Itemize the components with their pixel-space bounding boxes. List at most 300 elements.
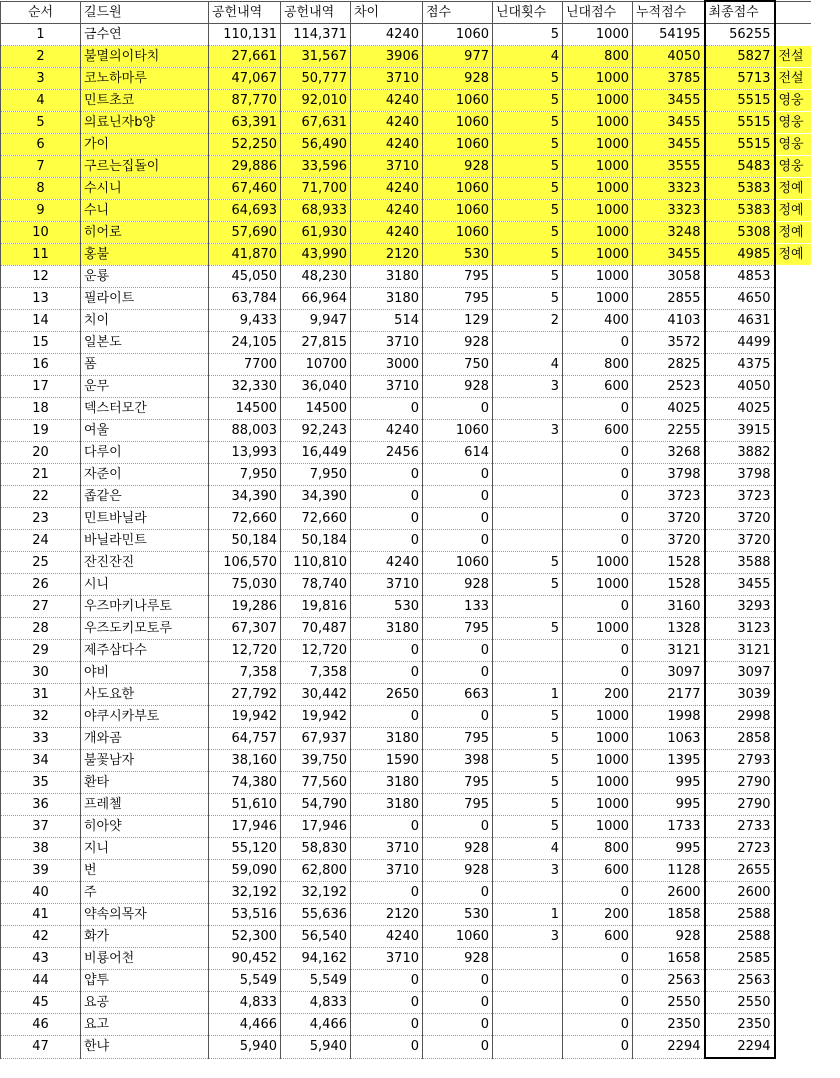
cell-contribution-after[interactable]: 70,487 xyxy=(281,618,351,640)
cell-ninja-score[interactable]: 400 xyxy=(563,310,633,332)
cell-contribution-after[interactable]: 78,740 xyxy=(281,574,351,596)
cell-score[interactable]: 1060 xyxy=(423,112,493,134)
cell-score[interactable]: 0 xyxy=(423,662,493,684)
cell-final[interactable]: 5515 xyxy=(705,90,775,112)
cell-ninja-count[interactable] xyxy=(493,1014,563,1036)
cell-difference[interactable]: 3710 xyxy=(351,68,423,90)
cell-cumulative[interactable]: 4025 xyxy=(633,398,705,420)
cell-final[interactable]: 2588 xyxy=(705,926,775,948)
cell-order[interactable]: 7 xyxy=(1,156,81,178)
cell-member[interactable]: 불멸의이타치 xyxy=(81,46,209,68)
cell-difference[interactable]: 4240 xyxy=(351,112,423,134)
cell-rank[interactable] xyxy=(775,904,811,926)
cell-score[interactable]: 928 xyxy=(423,332,493,354)
cell-rank[interactable] xyxy=(775,992,811,1014)
cell-ninja-count[interactable]: 3 xyxy=(493,860,563,882)
cell-difference[interactable]: 0 xyxy=(351,486,423,508)
cell-score[interactable]: 0 xyxy=(423,398,493,420)
cell-score[interactable]: 795 xyxy=(423,618,493,640)
cell-ninja-count[interactable] xyxy=(493,442,563,464)
cell-order[interactable]: 13 xyxy=(1,288,81,310)
cell-order[interactable]: 19 xyxy=(1,420,81,442)
cell-final[interactable]: 2350 xyxy=(705,1014,775,1036)
cell-score[interactable]: 0 xyxy=(423,706,493,728)
cell-difference[interactable]: 0 xyxy=(351,640,423,662)
cell-final[interactable]: 2858 xyxy=(705,728,775,750)
cell-contribution-after[interactable]: 56,490 xyxy=(281,134,351,156)
cell-cumulative[interactable]: 2600 xyxy=(633,882,705,904)
cell-difference[interactable]: 0 xyxy=(351,508,423,530)
cell-score[interactable]: 398 xyxy=(423,750,493,772)
cell-ninja-count[interactable] xyxy=(493,992,563,1014)
cell-rank[interactable] xyxy=(775,772,811,794)
cell-contribution-after[interactable]: 58,830 xyxy=(281,838,351,860)
cell-final[interactable]: 4853 xyxy=(705,266,775,288)
cell-ninja-score[interactable]: 1000 xyxy=(563,68,633,90)
cell-ninja-count[interactable]: 4 xyxy=(493,46,563,68)
cell-ninja-score[interactable]: 0 xyxy=(563,1036,633,1059)
cell-cumulative[interactable]: 3323 xyxy=(633,200,705,222)
cell-ninja-count[interactable] xyxy=(493,596,563,618)
cell-final[interactable]: 2588 xyxy=(705,904,775,926)
cell-ninja-count[interactable]: 5 xyxy=(493,728,563,750)
cell-member[interactable]: 환타 xyxy=(81,772,209,794)
cell-final[interactable]: 3798 xyxy=(705,464,775,486)
cell-cumulative[interactable]: 2255 xyxy=(633,420,705,442)
cell-ninja-count[interactable]: 5 xyxy=(493,266,563,288)
cell-contribution-before[interactable]: 5,549 xyxy=(209,970,281,992)
cell-score[interactable]: 0 xyxy=(423,992,493,1014)
cell-final[interactable]: 5483 xyxy=(705,156,775,178)
cell-order[interactable]: 42 xyxy=(1,926,81,948)
cell-difference[interactable]: 0 xyxy=(351,992,423,1014)
cell-contribution-before[interactable]: 55,120 xyxy=(209,838,281,860)
cell-member[interactable]: 비룡어천 xyxy=(81,948,209,970)
cell-ninja-count[interactable]: 3 xyxy=(493,420,563,442)
cell-contribution-before[interactable]: 29,886 xyxy=(209,156,281,178)
cell-final[interactable]: 2733 xyxy=(705,816,775,838)
cell-order[interactable]: 31 xyxy=(1,684,81,706)
cell-rank[interactable]: 영웅 xyxy=(775,112,811,134)
cell-contribution-before[interactable]: 50,184 xyxy=(209,530,281,552)
cell-order[interactable]: 20 xyxy=(1,442,81,464)
cell-ninja-count[interactable] xyxy=(493,1036,563,1059)
cell-order[interactable]: 18 xyxy=(1,398,81,420)
cell-final[interactable]: 4050 xyxy=(705,376,775,398)
cell-difference[interactable]: 3180 xyxy=(351,288,423,310)
cell-contribution-after[interactable]: 43,990 xyxy=(281,244,351,266)
cell-order[interactable]: 30 xyxy=(1,662,81,684)
cell-difference[interactable]: 4240 xyxy=(351,24,423,46)
cell-ninja-score[interactable]: 200 xyxy=(563,684,633,706)
cell-final[interactable]: 56255 xyxy=(705,24,775,46)
cell-ninja-score[interactable]: 1000 xyxy=(563,288,633,310)
cell-final[interactable]: 4025 xyxy=(705,398,775,420)
cell-order[interactable]: 37 xyxy=(1,816,81,838)
cell-score[interactable]: 530 xyxy=(423,904,493,926)
cell-ninja-score[interactable]: 0 xyxy=(563,596,633,618)
cell-final[interactable]: 2563 xyxy=(705,970,775,992)
cell-rank[interactable] xyxy=(775,398,811,420)
cell-final[interactable]: 4375 xyxy=(705,354,775,376)
cell-ninja-count[interactable]: 5 xyxy=(493,750,563,772)
cell-final[interactable]: 3293 xyxy=(705,596,775,618)
cell-score[interactable]: 795 xyxy=(423,794,493,816)
cell-ninja-count[interactable]: 4 xyxy=(493,354,563,376)
cell-ninja-score[interactable]: 600 xyxy=(563,926,633,948)
cell-final[interactable]: 3123 xyxy=(705,618,775,640)
cell-contribution-after[interactable]: 110,810 xyxy=(281,552,351,574)
cell-ninja-count[interactable] xyxy=(493,398,563,420)
cell-ninja-count[interactable] xyxy=(493,464,563,486)
cell-ninja-score[interactable]: 1000 xyxy=(563,222,633,244)
cell-rank[interactable] xyxy=(775,618,811,640)
header-cell-contribution-before[interactable]: 공헌내역 xyxy=(209,1,281,24)
cell-contribution-before[interactable]: 32,330 xyxy=(209,376,281,398)
header-cell-cumulative[interactable]: 누적점수 xyxy=(633,1,705,24)
cell-rank[interactable]: 영웅 xyxy=(775,156,811,178)
cell-final[interactable]: 2655 xyxy=(705,860,775,882)
cell-cumulative[interactable]: 54195 xyxy=(633,24,705,46)
cell-ninja-count[interactable]: 3 xyxy=(493,376,563,398)
cell-rank[interactable] xyxy=(775,706,811,728)
cell-contribution-after[interactable]: 94,162 xyxy=(281,948,351,970)
cell-rank[interactable] xyxy=(775,310,811,332)
cell-contribution-after[interactable]: 10700 xyxy=(281,354,351,376)
cell-member[interactable]: 덱스터모간 xyxy=(81,398,209,420)
cell-difference[interactable]: 3000 xyxy=(351,354,423,376)
cell-member[interactable]: 바닐라민트 xyxy=(81,530,209,552)
cell-difference[interactable]: 0 xyxy=(351,1036,423,1059)
cell-member[interactable]: 화가 xyxy=(81,926,209,948)
cell-contribution-before[interactable]: 13,993 xyxy=(209,442,281,464)
cell-cumulative[interactable]: 3248 xyxy=(633,222,705,244)
cell-member[interactable]: 히어로 xyxy=(81,222,209,244)
cell-ninja-score[interactable]: 800 xyxy=(563,354,633,376)
cell-score[interactable]: 1060 xyxy=(423,178,493,200)
cell-contribution-before[interactable]: 63,391 xyxy=(209,112,281,134)
cell-cumulative[interactable]: 3720 xyxy=(633,530,705,552)
cell-contribution-after[interactable]: 92,010 xyxy=(281,90,351,112)
cell-contribution-after[interactable]: 7,358 xyxy=(281,662,351,684)
cell-member[interactable]: 잔진잔진 xyxy=(81,552,209,574)
cell-contribution-after[interactable]: 50,777 xyxy=(281,68,351,90)
cell-rank[interactable]: 정예 xyxy=(775,200,811,222)
cell-contribution-after[interactable]: 16,449 xyxy=(281,442,351,464)
cell-ninja-count[interactable]: 5 xyxy=(493,574,563,596)
cell-ninja-count[interactable]: 5 xyxy=(493,288,563,310)
cell-contribution-after[interactable]: 66,964 xyxy=(281,288,351,310)
cell-ninja-score[interactable]: 0 xyxy=(563,662,633,684)
cell-ninja-score[interactable]: 0 xyxy=(563,332,633,354)
cell-ninja-count[interactable]: 5 xyxy=(493,552,563,574)
header-cell-ninja-score[interactable]: 닌대점수 xyxy=(563,1,633,24)
cell-difference[interactable]: 3710 xyxy=(351,860,423,882)
cell-member[interactable]: 수시니 xyxy=(81,178,209,200)
cell-cumulative[interactable]: 1528 xyxy=(633,552,705,574)
cell-final[interactable]: 2790 xyxy=(705,772,775,794)
cell-order[interactable]: 39 xyxy=(1,860,81,882)
cell-rank[interactable] xyxy=(775,486,811,508)
cell-member[interactable]: 개와곰 xyxy=(81,728,209,750)
cell-cumulative[interactable]: 3720 xyxy=(633,508,705,530)
cell-score[interactable]: 530 xyxy=(423,244,493,266)
cell-ninja-score[interactable]: 1000 xyxy=(563,772,633,794)
cell-ninja-count[interactable]: 5 xyxy=(493,794,563,816)
cell-order[interactable]: 11 xyxy=(1,244,81,266)
cell-cumulative[interactable]: 3572 xyxy=(633,332,705,354)
cell-difference[interactable]: 3710 xyxy=(351,838,423,860)
cell-cumulative[interactable]: 1128 xyxy=(633,860,705,882)
cell-score[interactable]: 0 xyxy=(423,486,493,508)
cell-ninja-count[interactable] xyxy=(493,662,563,684)
cell-order[interactable]: 46 xyxy=(1,1014,81,1036)
cell-member[interactable]: 얍투 xyxy=(81,970,209,992)
cell-final[interactable]: 3097 xyxy=(705,662,775,684)
cell-contribution-after[interactable]: 67,937 xyxy=(281,728,351,750)
cell-rank[interactable] xyxy=(775,266,811,288)
cell-score[interactable]: 0 xyxy=(423,970,493,992)
cell-ninja-score[interactable]: 1000 xyxy=(563,552,633,574)
cell-ninja-score[interactable]: 1000 xyxy=(563,244,633,266)
cell-ninja-score[interactable]: 1000 xyxy=(563,178,633,200)
cell-score[interactable]: 129 xyxy=(423,310,493,332)
cell-ninja-score[interactable]: 1000 xyxy=(563,24,633,46)
cell-difference[interactable]: 0 xyxy=(351,530,423,552)
cell-contribution-before[interactable]: 45,050 xyxy=(209,266,281,288)
cell-score[interactable]: 0 xyxy=(423,816,493,838)
cell-contribution-before[interactable]: 88,003 xyxy=(209,420,281,442)
cell-member[interactable]: 자준이 xyxy=(81,464,209,486)
cell-rank[interactable] xyxy=(775,860,811,882)
cell-member[interactable]: 번 xyxy=(81,860,209,882)
cell-difference[interactable]: 4240 xyxy=(351,552,423,574)
cell-order[interactable]: 24 xyxy=(1,530,81,552)
header-cell-order[interactable]: 순서 xyxy=(1,1,81,24)
cell-difference[interactable]: 514 xyxy=(351,310,423,332)
cell-rank[interactable] xyxy=(775,332,811,354)
cell-contribution-before[interactable]: 64,757 xyxy=(209,728,281,750)
cell-final[interactable]: 2550 xyxy=(705,992,775,1014)
header-cell-ninja-count[interactable]: 닌대횟수 xyxy=(493,1,563,24)
cell-cumulative[interactable]: 995 xyxy=(633,772,705,794)
cell-member[interactable]: 필라이트 xyxy=(81,288,209,310)
cell-contribution-after[interactable]: 31,567 xyxy=(281,46,351,68)
cell-contribution-before[interactable]: 47,067 xyxy=(209,68,281,90)
cell-ninja-score[interactable]: 1000 xyxy=(563,618,633,640)
cell-difference[interactable]: 0 xyxy=(351,398,423,420)
cell-cumulative[interactable]: 995 xyxy=(633,794,705,816)
cell-rank[interactable]: 영웅 xyxy=(775,134,811,156)
cell-final[interactable]: 2723 xyxy=(705,838,775,860)
cell-contribution-after[interactable]: 27,815 xyxy=(281,332,351,354)
cell-ninja-score[interactable]: 800 xyxy=(563,46,633,68)
cell-contribution-after[interactable]: 48,230 xyxy=(281,266,351,288)
cell-ninja-count[interactable] xyxy=(493,486,563,508)
cell-cumulative[interactable]: 3268 xyxy=(633,442,705,464)
cell-order[interactable]: 36 xyxy=(1,794,81,816)
cell-final[interactable]: 5713 xyxy=(705,68,775,90)
cell-difference[interactable]: 530 xyxy=(351,596,423,618)
cell-rank[interactable] xyxy=(775,574,811,596)
cell-ninja-score[interactable]: 0 xyxy=(563,992,633,1014)
cell-final[interactable]: 3915 xyxy=(705,420,775,442)
cell-ninja-score[interactable]: 0 xyxy=(563,398,633,420)
cell-rank[interactable] xyxy=(775,794,811,816)
cell-difference[interactable]: 4240 xyxy=(351,420,423,442)
cell-score[interactable]: 1060 xyxy=(423,24,493,46)
cell-final[interactable]: 4499 xyxy=(705,332,775,354)
cell-difference[interactable]: 3906 xyxy=(351,46,423,68)
cell-ninja-count[interactable]: 5 xyxy=(493,178,563,200)
cell-contribution-before[interactable]: 75,030 xyxy=(209,574,281,596)
cell-order[interactable]: 43 xyxy=(1,948,81,970)
cell-final[interactable]: 3720 xyxy=(705,530,775,552)
cell-contribution-before[interactable]: 27,661 xyxy=(209,46,281,68)
cell-cumulative[interactable]: 2563 xyxy=(633,970,705,992)
cell-cumulative[interactable]: 3455 xyxy=(633,112,705,134)
cell-order[interactable]: 14 xyxy=(1,310,81,332)
cell-difference[interactable]: 0 xyxy=(351,970,423,992)
cell-rank[interactable] xyxy=(775,596,811,618)
cell-contribution-after[interactable]: 36,040 xyxy=(281,376,351,398)
cell-contribution-before[interactable]: 12,720 xyxy=(209,640,281,662)
cell-score[interactable]: 0 xyxy=(423,464,493,486)
cell-order[interactable]: 35 xyxy=(1,772,81,794)
cell-member[interactable]: 다루이 xyxy=(81,442,209,464)
cell-difference[interactable]: 3180 xyxy=(351,728,423,750)
cell-order[interactable]: 41 xyxy=(1,904,81,926)
cell-difference[interactable]: 2120 xyxy=(351,244,423,266)
cell-rank[interactable] xyxy=(775,552,811,574)
cell-ninja-score[interactable]: 800 xyxy=(563,838,633,860)
cell-contribution-after[interactable]: 114,371 xyxy=(281,24,351,46)
cell-ninja-score[interactable]: 600 xyxy=(563,860,633,882)
cell-ninja-score[interactable]: 0 xyxy=(563,948,633,970)
cell-contribution-before[interactable]: 41,870 xyxy=(209,244,281,266)
cell-contribution-before[interactable]: 67,307 xyxy=(209,618,281,640)
cell-final[interactable]: 3121 xyxy=(705,640,775,662)
cell-order[interactable]: 32 xyxy=(1,706,81,728)
cell-score[interactable]: 0 xyxy=(423,882,493,904)
cell-cumulative[interactable]: 3323 xyxy=(633,178,705,200)
cell-member[interactable]: 우즈도키모토루 xyxy=(81,618,209,640)
cell-rank[interactable] xyxy=(775,288,811,310)
cell-contribution-before[interactable]: 51,610 xyxy=(209,794,281,816)
cell-ninja-score[interactable]: 1000 xyxy=(563,156,633,178)
cell-contribution-before[interactable]: 63,784 xyxy=(209,288,281,310)
cell-difference[interactable]: 3710 xyxy=(351,156,423,178)
cell-order[interactable]: 1 xyxy=(1,24,81,46)
cell-score[interactable]: 928 xyxy=(423,156,493,178)
cell-score[interactable]: 0 xyxy=(423,1036,493,1059)
cell-rank[interactable] xyxy=(775,376,811,398)
cell-member[interactable]: 일본도 xyxy=(81,332,209,354)
cell-contribution-before[interactable]: 74,380 xyxy=(209,772,281,794)
cell-order[interactable]: 10 xyxy=(1,222,81,244)
cell-contribution-before[interactable]: 52,250 xyxy=(209,134,281,156)
cell-order[interactable]: 22 xyxy=(1,486,81,508)
cell-final[interactable]: 4650 xyxy=(705,288,775,310)
cell-cumulative[interactable]: 995 xyxy=(633,838,705,860)
cell-contribution-before[interactable]: 19,942 xyxy=(209,706,281,728)
cell-score[interactable]: 1060 xyxy=(423,552,493,574)
cell-score[interactable]: 1060 xyxy=(423,926,493,948)
cell-member[interactable]: 한냐 xyxy=(81,1036,209,1059)
cell-ninja-count[interactable]: 5 xyxy=(493,68,563,90)
cell-final[interactable]: 2294 xyxy=(705,1036,775,1059)
cell-contribution-after[interactable]: 33,596 xyxy=(281,156,351,178)
cell-difference[interactable]: 2650 xyxy=(351,684,423,706)
cell-contribution-after[interactable]: 67,631 xyxy=(281,112,351,134)
cell-contribution-before[interactable]: 7,358 xyxy=(209,662,281,684)
cell-ninja-score[interactable]: 0 xyxy=(563,486,633,508)
cell-difference[interactable]: 3710 xyxy=(351,948,423,970)
cell-order[interactable]: 25 xyxy=(1,552,81,574)
cell-score[interactable]: 1060 xyxy=(423,200,493,222)
cell-ninja-count[interactable] xyxy=(493,970,563,992)
header-cell-score[interactable]: 점수 xyxy=(423,1,493,24)
cell-ninja-score[interactable]: 600 xyxy=(563,376,633,398)
cell-ninja-count[interactable] xyxy=(493,882,563,904)
cell-order[interactable]: 29 xyxy=(1,640,81,662)
cell-cumulative[interactable]: 928 xyxy=(633,926,705,948)
cell-rank[interactable] xyxy=(775,640,811,662)
cell-difference[interactable]: 3710 xyxy=(351,332,423,354)
cell-order[interactable]: 28 xyxy=(1,618,81,640)
cell-member[interactable]: 수니 xyxy=(81,200,209,222)
cell-ninja-score[interactable]: 1000 xyxy=(563,728,633,750)
cell-contribution-before[interactable]: 27,792 xyxy=(209,684,281,706)
cell-difference[interactable]: 4240 xyxy=(351,200,423,222)
cell-contribution-before[interactable]: 5,940 xyxy=(209,1036,281,1059)
cell-ninja-score[interactable]: 0 xyxy=(563,1014,633,1036)
cell-rank[interactable] xyxy=(775,1036,811,1059)
cell-rank[interactable] xyxy=(775,1014,811,1036)
cell-ninja-score[interactable]: 1000 xyxy=(563,794,633,816)
cell-member[interactable]: 프레첼 xyxy=(81,794,209,816)
cell-ninja-score[interactable]: 1000 xyxy=(563,112,633,134)
cell-contribution-before[interactable]: 4,466 xyxy=(209,1014,281,1036)
cell-cumulative[interactable]: 4103 xyxy=(633,310,705,332)
cell-member[interactable]: 구르는집돌이 xyxy=(81,156,209,178)
cell-score[interactable]: 614 xyxy=(423,442,493,464)
cell-final[interactable]: 3455 xyxy=(705,574,775,596)
cell-score[interactable]: 0 xyxy=(423,640,493,662)
cell-score[interactable]: 1060 xyxy=(423,134,493,156)
cell-member[interactable]: 히아얏 xyxy=(81,816,209,838)
cell-member[interactable]: 여울 xyxy=(81,420,209,442)
cell-contribution-before[interactable]: 53,516 xyxy=(209,904,281,926)
cell-cumulative[interactable]: 2825 xyxy=(633,354,705,376)
cell-order[interactable]: 17 xyxy=(1,376,81,398)
cell-difference[interactable]: 1590 xyxy=(351,750,423,772)
cell-final[interactable]: 5827 xyxy=(705,46,775,68)
cell-contribution-before[interactable]: 64,693 xyxy=(209,200,281,222)
cell-contribution-after[interactable]: 77,560 xyxy=(281,772,351,794)
cell-ninja-score[interactable]: 1000 xyxy=(563,90,633,112)
cell-score[interactable]: 750 xyxy=(423,354,493,376)
cell-score[interactable]: 663 xyxy=(423,684,493,706)
cell-score[interactable]: 0 xyxy=(423,530,493,552)
cell-order[interactable]: 5 xyxy=(1,112,81,134)
cell-member[interactable]: 민트바닐라 xyxy=(81,508,209,530)
cell-rank[interactable] xyxy=(775,750,811,772)
cell-contribution-before[interactable]: 14500 xyxy=(209,398,281,420)
cell-ninja-count[interactable] xyxy=(493,508,563,530)
cell-cumulative[interactable]: 3455 xyxy=(633,134,705,156)
header-cell-contribution-after[interactable]: 공헌내역 xyxy=(281,1,351,24)
